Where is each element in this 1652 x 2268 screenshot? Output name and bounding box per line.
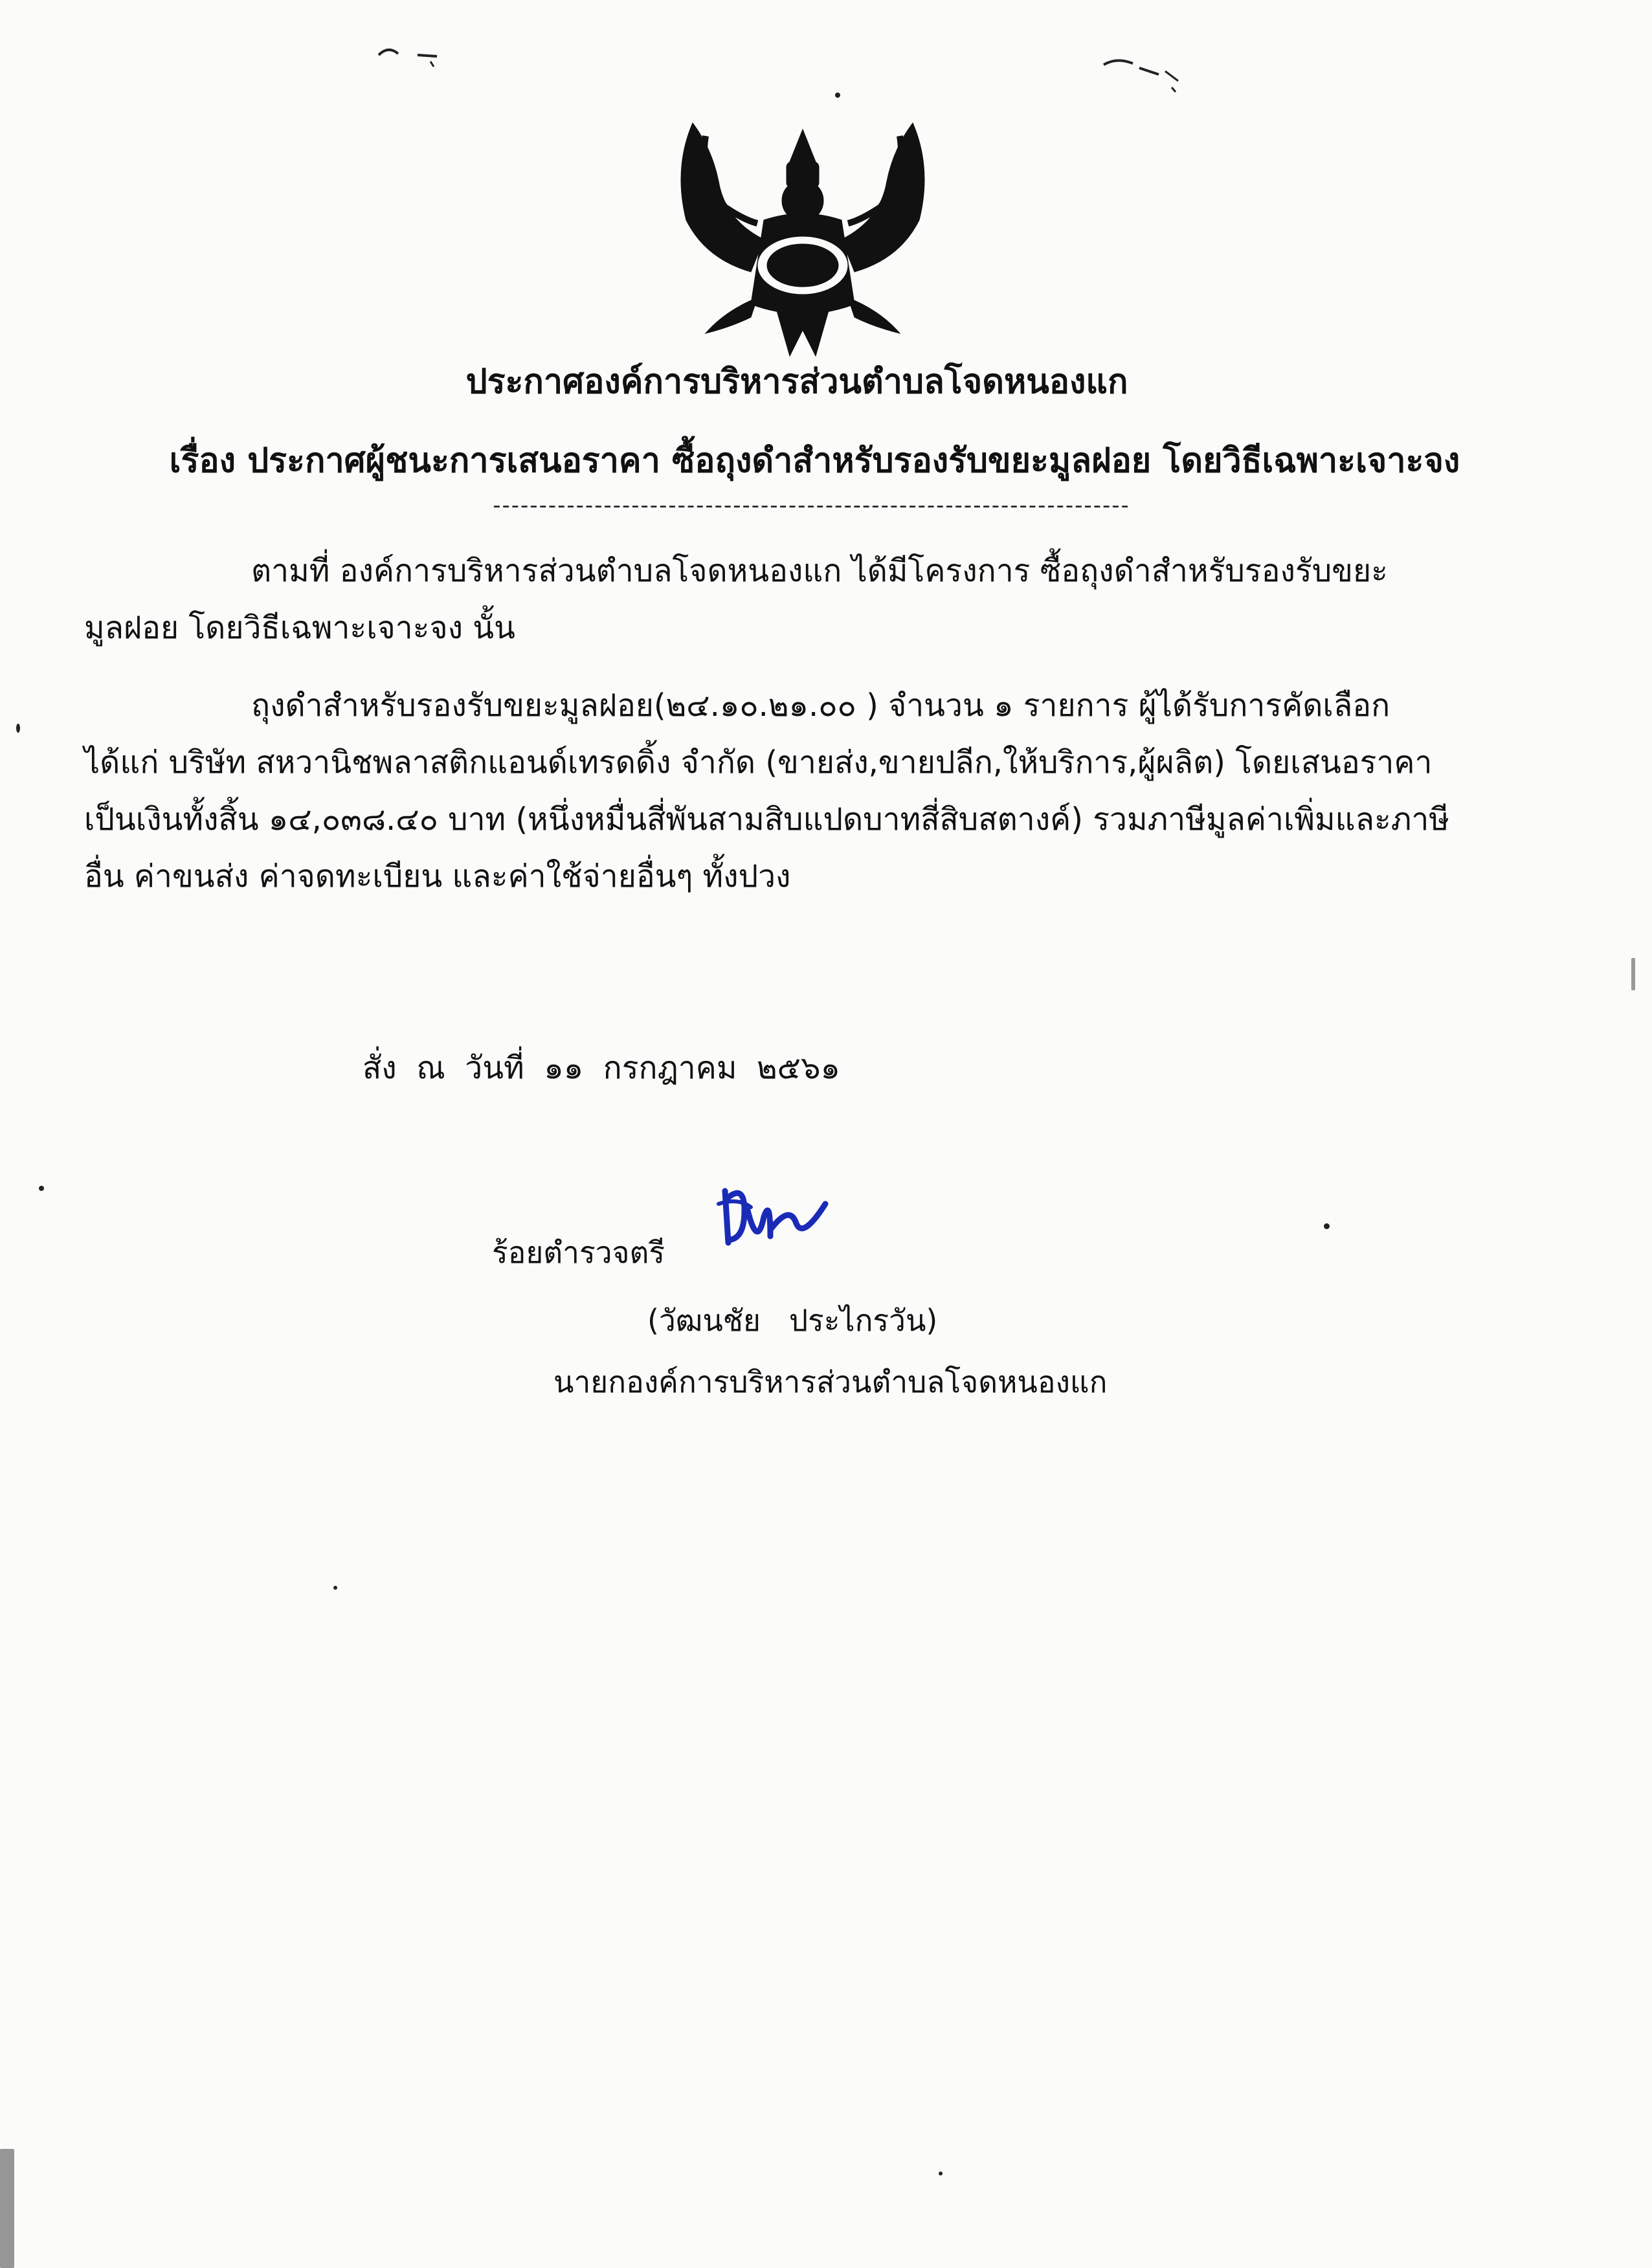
scan-speck <box>835 93 840 98</box>
scan-edge <box>0 2149 14 2268</box>
scan-speck <box>1631 958 1635 990</box>
signer-position: นายกองค์การบริหารส่วนตำบลโจดหนองแก <box>553 1364 1108 1399</box>
signer-rank: ร้อยตำรวจตรี <box>492 1235 665 1270</box>
scan-speck <box>16 724 20 733</box>
garuda-emblem-icon <box>667 110 939 362</box>
scan-mark <box>1100 52 1191 97</box>
order-date: สั่ง ณ วันที่ ๑๑ กรกฎาคม ๒๕๖๑ <box>363 1050 840 1086</box>
handwritten-signature <box>699 1178 829 1275</box>
scan-speck <box>39 1186 44 1191</box>
body-paragraph <box>84 542 1450 656</box>
signer-name: (วัฒนชัย ประไกรวัน) <box>647 1303 938 1338</box>
paragraph-text: ถุงดำสำหรับรองรับขยะมูลฝอย(๒๔.๑๐.๒๑.๐๐ ) จำนวน ๑ รายการ ผู้ได้รับการคัดเลือก ได้แก่ บริษัท สหวานิชพลาสติกแอนด์เทรดดิ้ง จำกัด (ขายส่ง,ขายปลีก,ให้บริการ,ผู้ผลิต) โดยเสนอราคา เป็นเงินทั้งสิ้น ๑๔,๐๓๘.๔๐ บาท (หนึ่งหมื่นสี่พันสามสิบแปดบาทสี่สิบสตางค์) รวมภาษีมูลค่าเพิ่มและภาษีอื่น ค่าขนส่ง ค่าจดทะเบียน และค่าใช้จ่ายอื่นๆ ทั้งปวง <box>84 687 1449 895</box>
announcement-title: ประกาศองค์การบริหารส่วนตำบลโจดหนองแก <box>465 362 1128 401</box>
scan-speck <box>939 2172 943 2175</box>
announcement-subject: เรื่อง ประกาศผู้ชนะการเสนอราคา ซื้อถุงดำสำหรับรองรับขยะมูลฝอย โดยวิธีเฉพาะเจาะจง <box>169 441 1460 480</box>
scan-mark <box>372 36 463 68</box>
body-paragraph <box>84 677 1450 905</box>
separator-line: --------------------------------------------------------------------- <box>493 493 1130 518</box>
paragraph-text: ตามที่ องค์การบริหารส่วนตำบลโจดหนองแก ได้มีโครงการ ซื้อถุงดำสำหรับรองรับขยะมูลฝอย โดยวิธีเฉพาะเจาะจง นั้น <box>84 553 1388 646</box>
scan-speck <box>333 1586 337 1590</box>
announcement-body <box>84 542 1450 905</box>
announcement-heading <box>0 359 1652 518</box>
scan-speck <box>1324 1223 1330 1229</box>
